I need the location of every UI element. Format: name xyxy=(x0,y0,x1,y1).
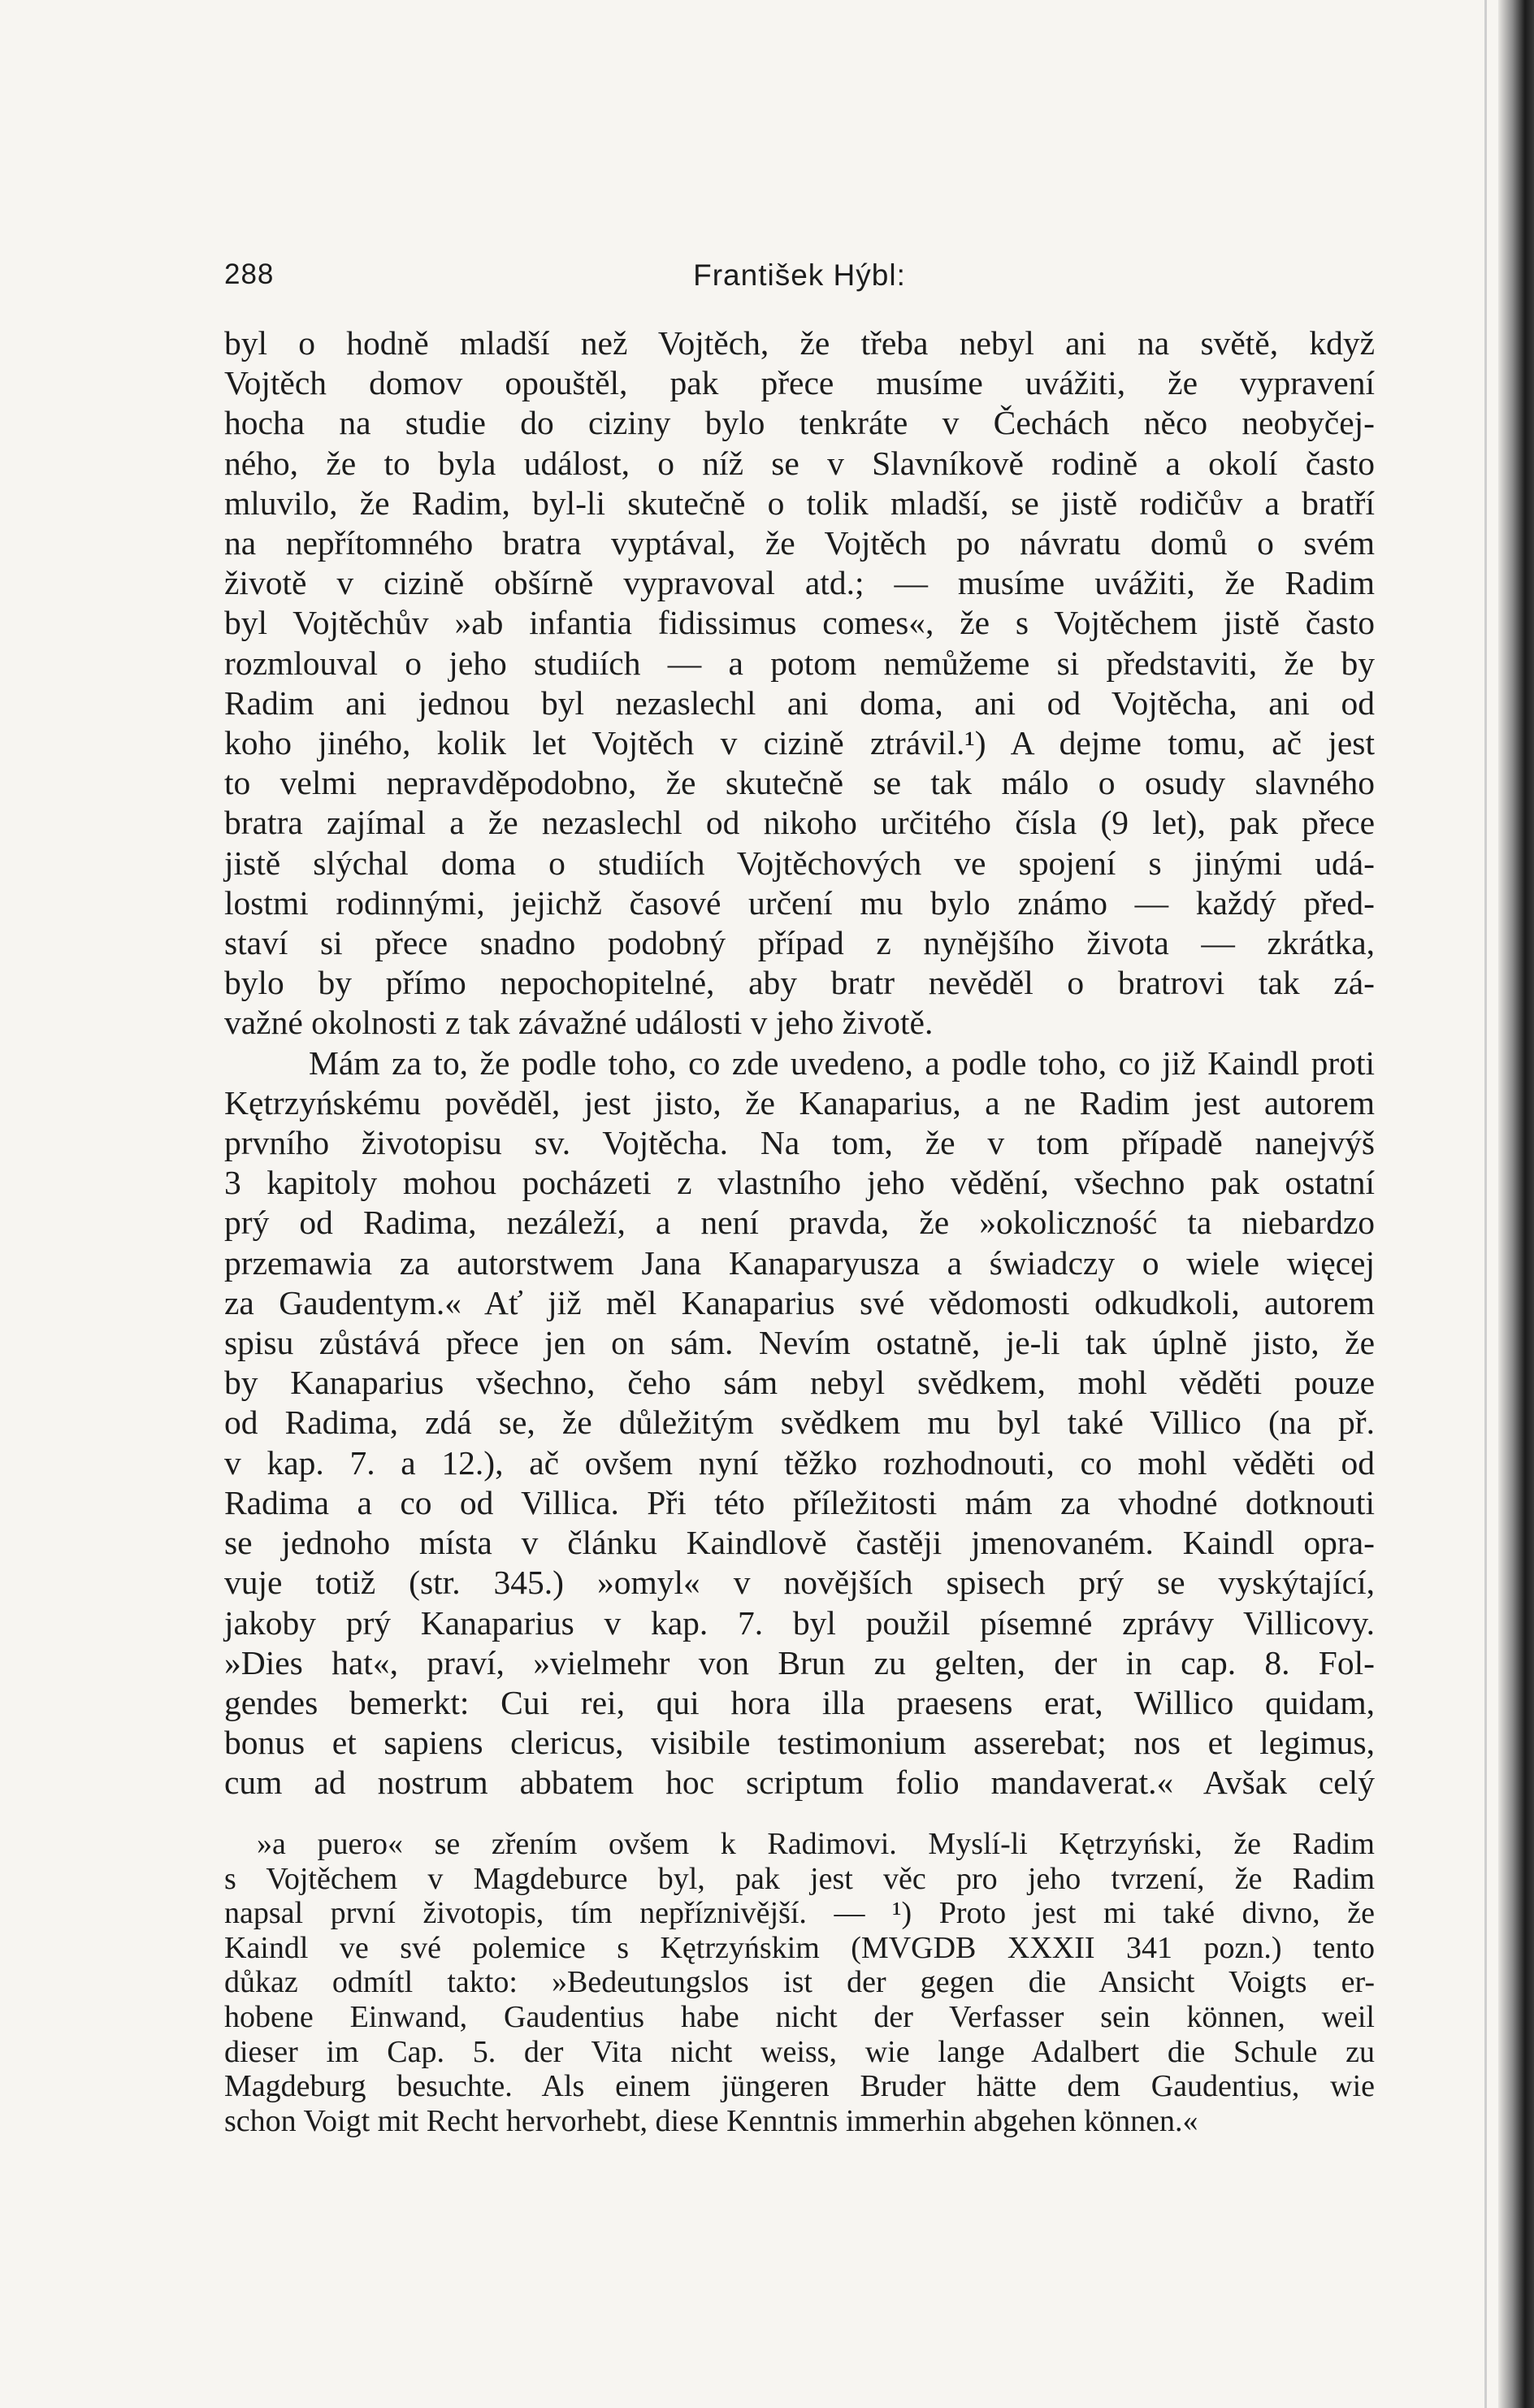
paragraph-2 xyxy=(224,1043,1375,1803)
text-line: staví si přece snadno podobný případ z nynějšího života — zkrátka, xyxy=(224,924,1375,962)
main-text xyxy=(224,323,1375,1803)
footnote-line: důkaz odmítl takto: »Bedeutungslos ist der gegen die Ansicht Voigts er- xyxy=(224,1965,1375,2000)
text-line: ného, že to byla událost, o níž se v Slavníkově rodině a okolí často xyxy=(224,444,1375,482)
footnote-line: Magdeburg besuchte. Als einem jüngeren Bruder hätte dem Gaudentius, wie xyxy=(224,2069,1375,2104)
text-line: Kętrzyńskému pověděl, jest jisto, že Kanaparius, a ne Radim jest autorem xyxy=(224,1083,1375,1122)
footnote-line: schon Voigt mit Recht hervorhebt, diese Kenntnis immerhin abgehen können.« xyxy=(224,2103,1198,2138)
text-line: to velmi nepravděpodobno, že skutečně se tak málo o osudy slavného xyxy=(224,764,1375,802)
footnote-block xyxy=(224,1827,1375,2138)
text-line: Radima a co od Villica. Při této příležitosti mám za vhodné dotknouti xyxy=(224,1483,1375,1521)
text-line: životě v cizině obšírně vypravoval atd.; — musíme uvážiti, že Radim xyxy=(224,564,1375,602)
text-line: gendes bemerkt: Cui rei, qui hora illa praesens erat, Willico quidam, xyxy=(224,1683,1375,1721)
page-header xyxy=(224,258,1375,299)
page-number: 288 xyxy=(224,258,275,290)
text-line: bratra zajímal a že nezaslechl od nikoho určitého čísla (9 let), pak přece xyxy=(224,804,1375,842)
text-line: lostmi rodinnými, jejichž časové určení mu bylo známo — každý před- xyxy=(224,883,1375,922)
text-line: Radim ani jednou byl nezaslechl ani doma, ani od Vojtěcha, ani od xyxy=(224,683,1375,722)
text-line: za Gaudentym.« Ať již měl Kanaparius své vědomosti odkudkoli, autorem xyxy=(224,1283,1375,1321)
paragraph-1 xyxy=(224,323,1375,1043)
footnote-line: »a puero« se zřením ovšem k Radimovi. Myslí-li Kętrzyński, že Radim xyxy=(257,1827,1375,1861)
text-line: hocha na studie do ciziny bylo tenkráte v Čechách něco neobyčej- xyxy=(224,404,1375,442)
text-line: jistě slýchal doma o studiích Vojtěchových ve spojení s jinými udá- xyxy=(224,844,1375,882)
text-line: 3 kapitoly mohou pocházeti z vlastního jeho vědění, všechno pak ostatní xyxy=(224,1164,1375,1202)
text-line: byl o hodně mladší než Vojtěch, že třeba nebyl ani na světě, když xyxy=(224,324,1375,362)
text-line: by Kanaparius všechno, čeho sám nebyl svědkem, mohl věděti pouze xyxy=(224,1364,1375,1402)
text-line: spisu zůstává přece jen on sám. Nevím ostatně, je-li tak úplně jisto, že xyxy=(224,1324,1375,1362)
footnotes xyxy=(224,1827,1375,2138)
footnote-line: dieser im Cap. 5. der Vita nicht weiss, wie lange Adalbert die Schule zu xyxy=(224,2034,1375,2069)
text-line: cum ad nostrum abbatem hoc scriptum folio mandaverat.« Avšak celý xyxy=(224,1764,1375,1802)
text-line: Vojtěch domov opouštěl, pak přece musíme uvážiti, že vypravení xyxy=(224,364,1375,402)
book-binding-edge xyxy=(1498,0,1534,2408)
text-line: v kap. 7. a 12.), ač ovšem nyní těžko rozhodnouti, co mohl věděti od xyxy=(224,1443,1375,1482)
footnote-line: s Vojtěchem v Magdeburce byl, pak jest věc pro jeho tvrzení, že Radim xyxy=(224,1861,1375,1896)
text-line: na nepřítomného bratra vyptával, že Vojtěch po návratu domů o svém xyxy=(224,524,1375,562)
text-line: od Radima, zdá se, že důležitým svědkem mu byl také Villico (na př. xyxy=(224,1404,1375,1442)
text-line: prý od Radima, nezáleží, a není pravda, že »okoliczność ta niebardzo xyxy=(224,1204,1375,1242)
text-line: vuje totiž (str. 345.) »omyl« v novějších spisech prý se vyskýtající, xyxy=(224,1564,1375,1602)
text-line: važné okolnosti z tak závažné události v jeho životě. xyxy=(224,1004,934,1042)
running-head-author: František Hýbl: xyxy=(693,258,906,292)
text-line: koho jiného, kolik let Vojtěch v cizině ztrávil.¹) A dejme tomu, ač jest xyxy=(224,724,1375,762)
text-line: se jednoho místa v článku Kaindlově častěji jmenovaném. Kaindl opra- xyxy=(224,1524,1375,1562)
text-line: »Dies hat«, praví, »vielmehr von Brun zu gelten, der in cap. 8. Fol- xyxy=(224,1643,1375,1681)
text-line: prvního životopisu sv. Vojtěcha. Na tom, že v tom případě nanejvýš xyxy=(224,1124,1375,1162)
text-line: bylo by přímo nepochopitelné, aby bratr nevěděl o bratrovi tak zá- xyxy=(224,964,1375,1002)
text-line: bonus et sapiens clericus, visibile testimonium asserebat; nos et legimus, xyxy=(224,1724,1375,1762)
footnote-line: Kaindl ve své polemice s Kętrzyńskim (MVGDB XXXII 341 pozn.) tento xyxy=(224,1930,1375,1965)
text-line: przemawia za autorstwem Jana Kanaparyusza a świadczy o wiele więcej xyxy=(224,1243,1375,1282)
footnote-line: napsal první životopis, tím nepříznivější. — ¹) Proto jest mi také divno, že xyxy=(224,1896,1375,1931)
text-line: jakoby prý Kanaparius v kap. 7. byl použil písemné zprávy Villicovy. xyxy=(224,1603,1375,1642)
footnote-line: hobene Einwand, Gaudentius habe nicht der Verfasser sein können, weil xyxy=(224,1999,1375,2034)
text-line: Mám za to, že podle toho, co zde uvedeno, a podle toho, co již Kaindl proti xyxy=(309,1043,1375,1082)
text-line: mluvilo, že Radim, byl-li skutečně o tolik mladší, se jistě rodičův a bratří xyxy=(224,484,1375,522)
text-line: rozmlouval o jeho studiích — a potom nemůžeme si představiti, že by xyxy=(224,644,1375,682)
text-line: byl Vojtěchův »ab infantia fidissimus comes«, že s Vojtěchem jistě často xyxy=(224,604,1375,642)
binding-shadow-line xyxy=(1484,0,1487,2408)
